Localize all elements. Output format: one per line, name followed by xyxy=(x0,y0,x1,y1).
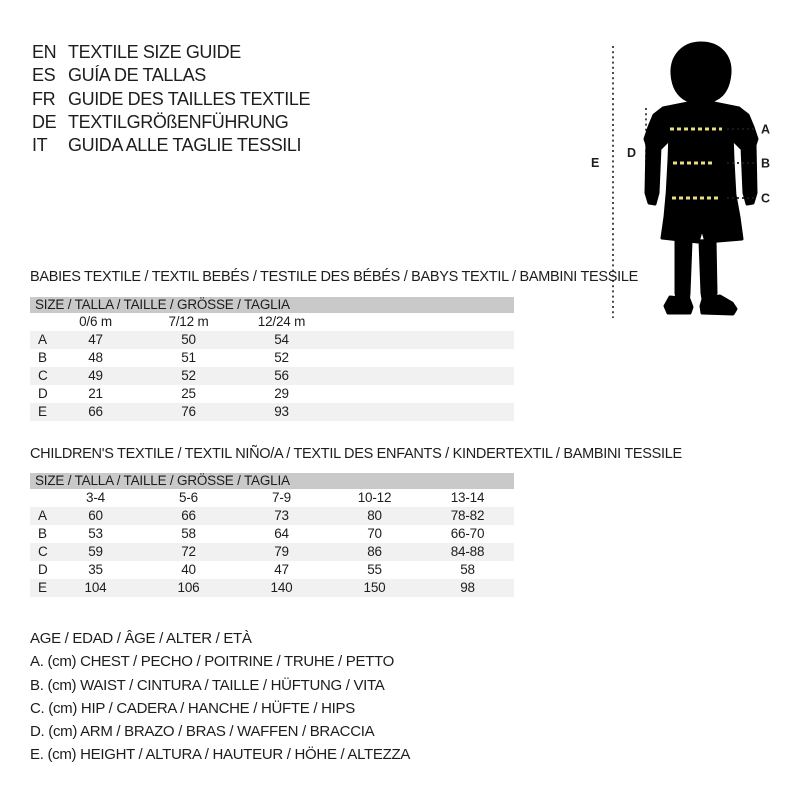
cell: 54 xyxy=(235,331,328,349)
table-row xyxy=(30,507,514,525)
silhouette-left-arm xyxy=(646,144,660,204)
table-row xyxy=(30,525,514,543)
legend-line-waist: B. (cm) WAIST / CINTURA / TAILLE / HÜFTUNG / VITA xyxy=(30,676,385,694)
column-header: 7/12 m xyxy=(168,314,209,329)
row-label: E xyxy=(30,403,49,421)
empty-cell xyxy=(30,313,49,331)
empty-cell xyxy=(328,385,421,403)
label-C: C xyxy=(761,191,771,206)
silhouette-shirt xyxy=(645,102,757,197)
language-title-list xyxy=(32,41,310,157)
silhouette-right-leg xyxy=(700,240,716,305)
legend-line-age: AGE / EDAD / ÂGE / ALTER / ETÀ xyxy=(30,630,252,647)
cell: 150 xyxy=(328,579,421,597)
cell: 59 xyxy=(49,543,142,561)
table-row xyxy=(30,403,514,421)
language-code: DE xyxy=(32,112,57,133)
silhouette-right-shoe xyxy=(701,296,736,314)
cell: 76 xyxy=(142,403,235,421)
silhouette-shorts xyxy=(662,195,742,242)
cell: 58 xyxy=(460,562,475,577)
cell: 66 xyxy=(142,507,235,525)
children-section-title: CHILDREN'S TEXTILE / TEXTIL NIÑO/A / TEXTIL DES ENFANTS / KINDERTEXTIL / BAMBINI TESSILE xyxy=(30,446,682,462)
row-label: B xyxy=(38,526,47,541)
cell: 64 xyxy=(274,526,289,541)
language-row-de xyxy=(32,111,310,134)
measurement-legend xyxy=(30,627,410,767)
cell: 47 xyxy=(274,562,289,577)
children-column-header-row xyxy=(30,489,514,507)
row-label: C xyxy=(30,543,49,561)
empty-cell xyxy=(421,313,514,331)
cell: 56 xyxy=(235,367,328,385)
cell: 50 xyxy=(142,331,235,349)
babies-table-grid xyxy=(30,313,514,421)
language-code: FR xyxy=(32,88,56,109)
cell: 106 xyxy=(142,579,235,597)
cell: 35 xyxy=(88,562,103,577)
row-label: C xyxy=(30,367,49,385)
column-header: 0/6 m xyxy=(79,314,112,329)
language-title: TEXTILGRÖßENFÜHRUNG xyxy=(68,112,289,133)
cell: 25 xyxy=(181,386,196,401)
column-header: 13-14 xyxy=(450,490,485,505)
legend-line-arm: D. (cm) ARM / BRAZO / BRAS / WAFFEN / BRACCIA xyxy=(30,723,375,741)
language-code: EN xyxy=(32,42,57,63)
row-label: A xyxy=(30,507,49,525)
label-E: E xyxy=(591,156,600,170)
table-row xyxy=(30,561,514,579)
cell: 29 xyxy=(274,386,289,401)
row-label: A xyxy=(30,331,49,349)
table-row xyxy=(30,579,514,597)
cell: 52 xyxy=(274,350,289,365)
empty-cell xyxy=(421,367,514,385)
language-row-en xyxy=(32,41,310,64)
empty-cell xyxy=(421,385,514,403)
label-A: A xyxy=(761,122,771,137)
row-label: E xyxy=(30,579,49,597)
legend-line-hip: C. (cm) HIP / CADERA / HANCHE / HÜFTE / HIPS xyxy=(30,699,355,717)
empty-cell xyxy=(328,331,421,349)
language-title: GUÍA DE TALLAS xyxy=(68,65,206,86)
cell: 70 xyxy=(367,526,382,541)
language-title: GUIDE DES TAILLES TEXTILE xyxy=(68,88,311,109)
cell: 21 xyxy=(88,386,103,401)
table-row xyxy=(30,331,514,349)
cell: 66 xyxy=(49,403,142,421)
babies-section-title: BABIES TEXTILE / TEXTIL BEBÉS / TESTILE DES BÉBÉS / BABYS TEXTIL / BAMBINI TESSILE xyxy=(30,269,638,285)
cell: 51 xyxy=(181,350,196,365)
empty-cell xyxy=(421,331,514,349)
empty-cell xyxy=(421,403,514,421)
cell: 79 xyxy=(235,543,328,561)
table-row xyxy=(30,349,514,367)
cell: 48 xyxy=(88,350,103,365)
child-silhouette xyxy=(645,43,757,314)
cell: 72 xyxy=(142,543,235,561)
table-row xyxy=(30,385,514,403)
row-label: B xyxy=(38,350,47,365)
legend-line-chest: A. (cm) CHEST / PECHO / POITRINE / TRUHE / PETTO xyxy=(30,653,394,671)
silhouette-right-arm xyxy=(742,144,756,204)
empty-cell xyxy=(421,349,514,367)
empty-cell xyxy=(328,403,421,421)
column-header: 10-12 xyxy=(357,490,392,505)
silhouette-left-leg xyxy=(676,240,691,305)
cell: 47 xyxy=(49,331,142,349)
children-table-grid xyxy=(30,489,514,597)
empty-cell xyxy=(328,313,421,331)
cell: 66-70 xyxy=(450,526,485,541)
cell: 58 xyxy=(181,526,196,541)
cell: 86 xyxy=(328,543,421,561)
babies-column-header-row xyxy=(30,313,514,331)
legend-line-height: E. (cm) HEIGHT / ALTURA / HAUTEUR / HÖHE / ALTEZZA xyxy=(30,746,411,764)
babies-size-header-bar: SIZE / TALLA / TAILLE / GRÖSSE / TAGLIA xyxy=(30,297,514,313)
row-label: D xyxy=(38,562,48,577)
language-row-es xyxy=(32,64,310,87)
children-size-table xyxy=(30,473,514,597)
language-title: GUIDA ALLE TAGLIE TESSILI xyxy=(68,135,302,156)
language-row-it xyxy=(32,134,310,157)
children-size-header-bar: SIZE / TALLA / TAILLE / GRÖSSE / TAGLIA xyxy=(30,473,514,489)
empty-cell xyxy=(328,349,421,367)
column-header: 12/24 m xyxy=(257,314,306,329)
babies-size-table xyxy=(30,297,514,421)
silhouette-left-shoe xyxy=(665,297,692,313)
label-B: B xyxy=(761,156,771,171)
cell: 53 xyxy=(88,526,103,541)
cell: 104 xyxy=(49,579,142,597)
language-code: IT xyxy=(32,135,48,156)
label-D: D xyxy=(627,146,637,160)
empty-cell xyxy=(30,489,49,507)
cell: 52 xyxy=(142,367,235,385)
row-label: D xyxy=(38,386,48,401)
empty-cell xyxy=(328,367,421,385)
language-code: ES xyxy=(32,65,56,86)
cell: 78-82 xyxy=(421,507,514,525)
column-header: 3-4 xyxy=(86,490,105,505)
language-title: TEXTILE SIZE GUIDE xyxy=(68,42,241,63)
cell: 80 xyxy=(328,507,421,525)
column-header: 7-9 xyxy=(272,490,291,505)
table-row xyxy=(30,543,514,561)
cell: 93 xyxy=(235,403,328,421)
cell: 55 xyxy=(367,562,382,577)
cell: 40 xyxy=(181,562,196,577)
language-row-fr xyxy=(32,88,310,111)
column-header: 5-6 xyxy=(179,490,198,505)
cell: 84-88 xyxy=(421,543,514,561)
table-row xyxy=(30,367,514,385)
cell: 140 xyxy=(235,579,328,597)
cell: 73 xyxy=(235,507,328,525)
cell: 98 xyxy=(421,579,514,597)
cell: 60 xyxy=(49,507,142,525)
cell: 49 xyxy=(49,367,142,385)
